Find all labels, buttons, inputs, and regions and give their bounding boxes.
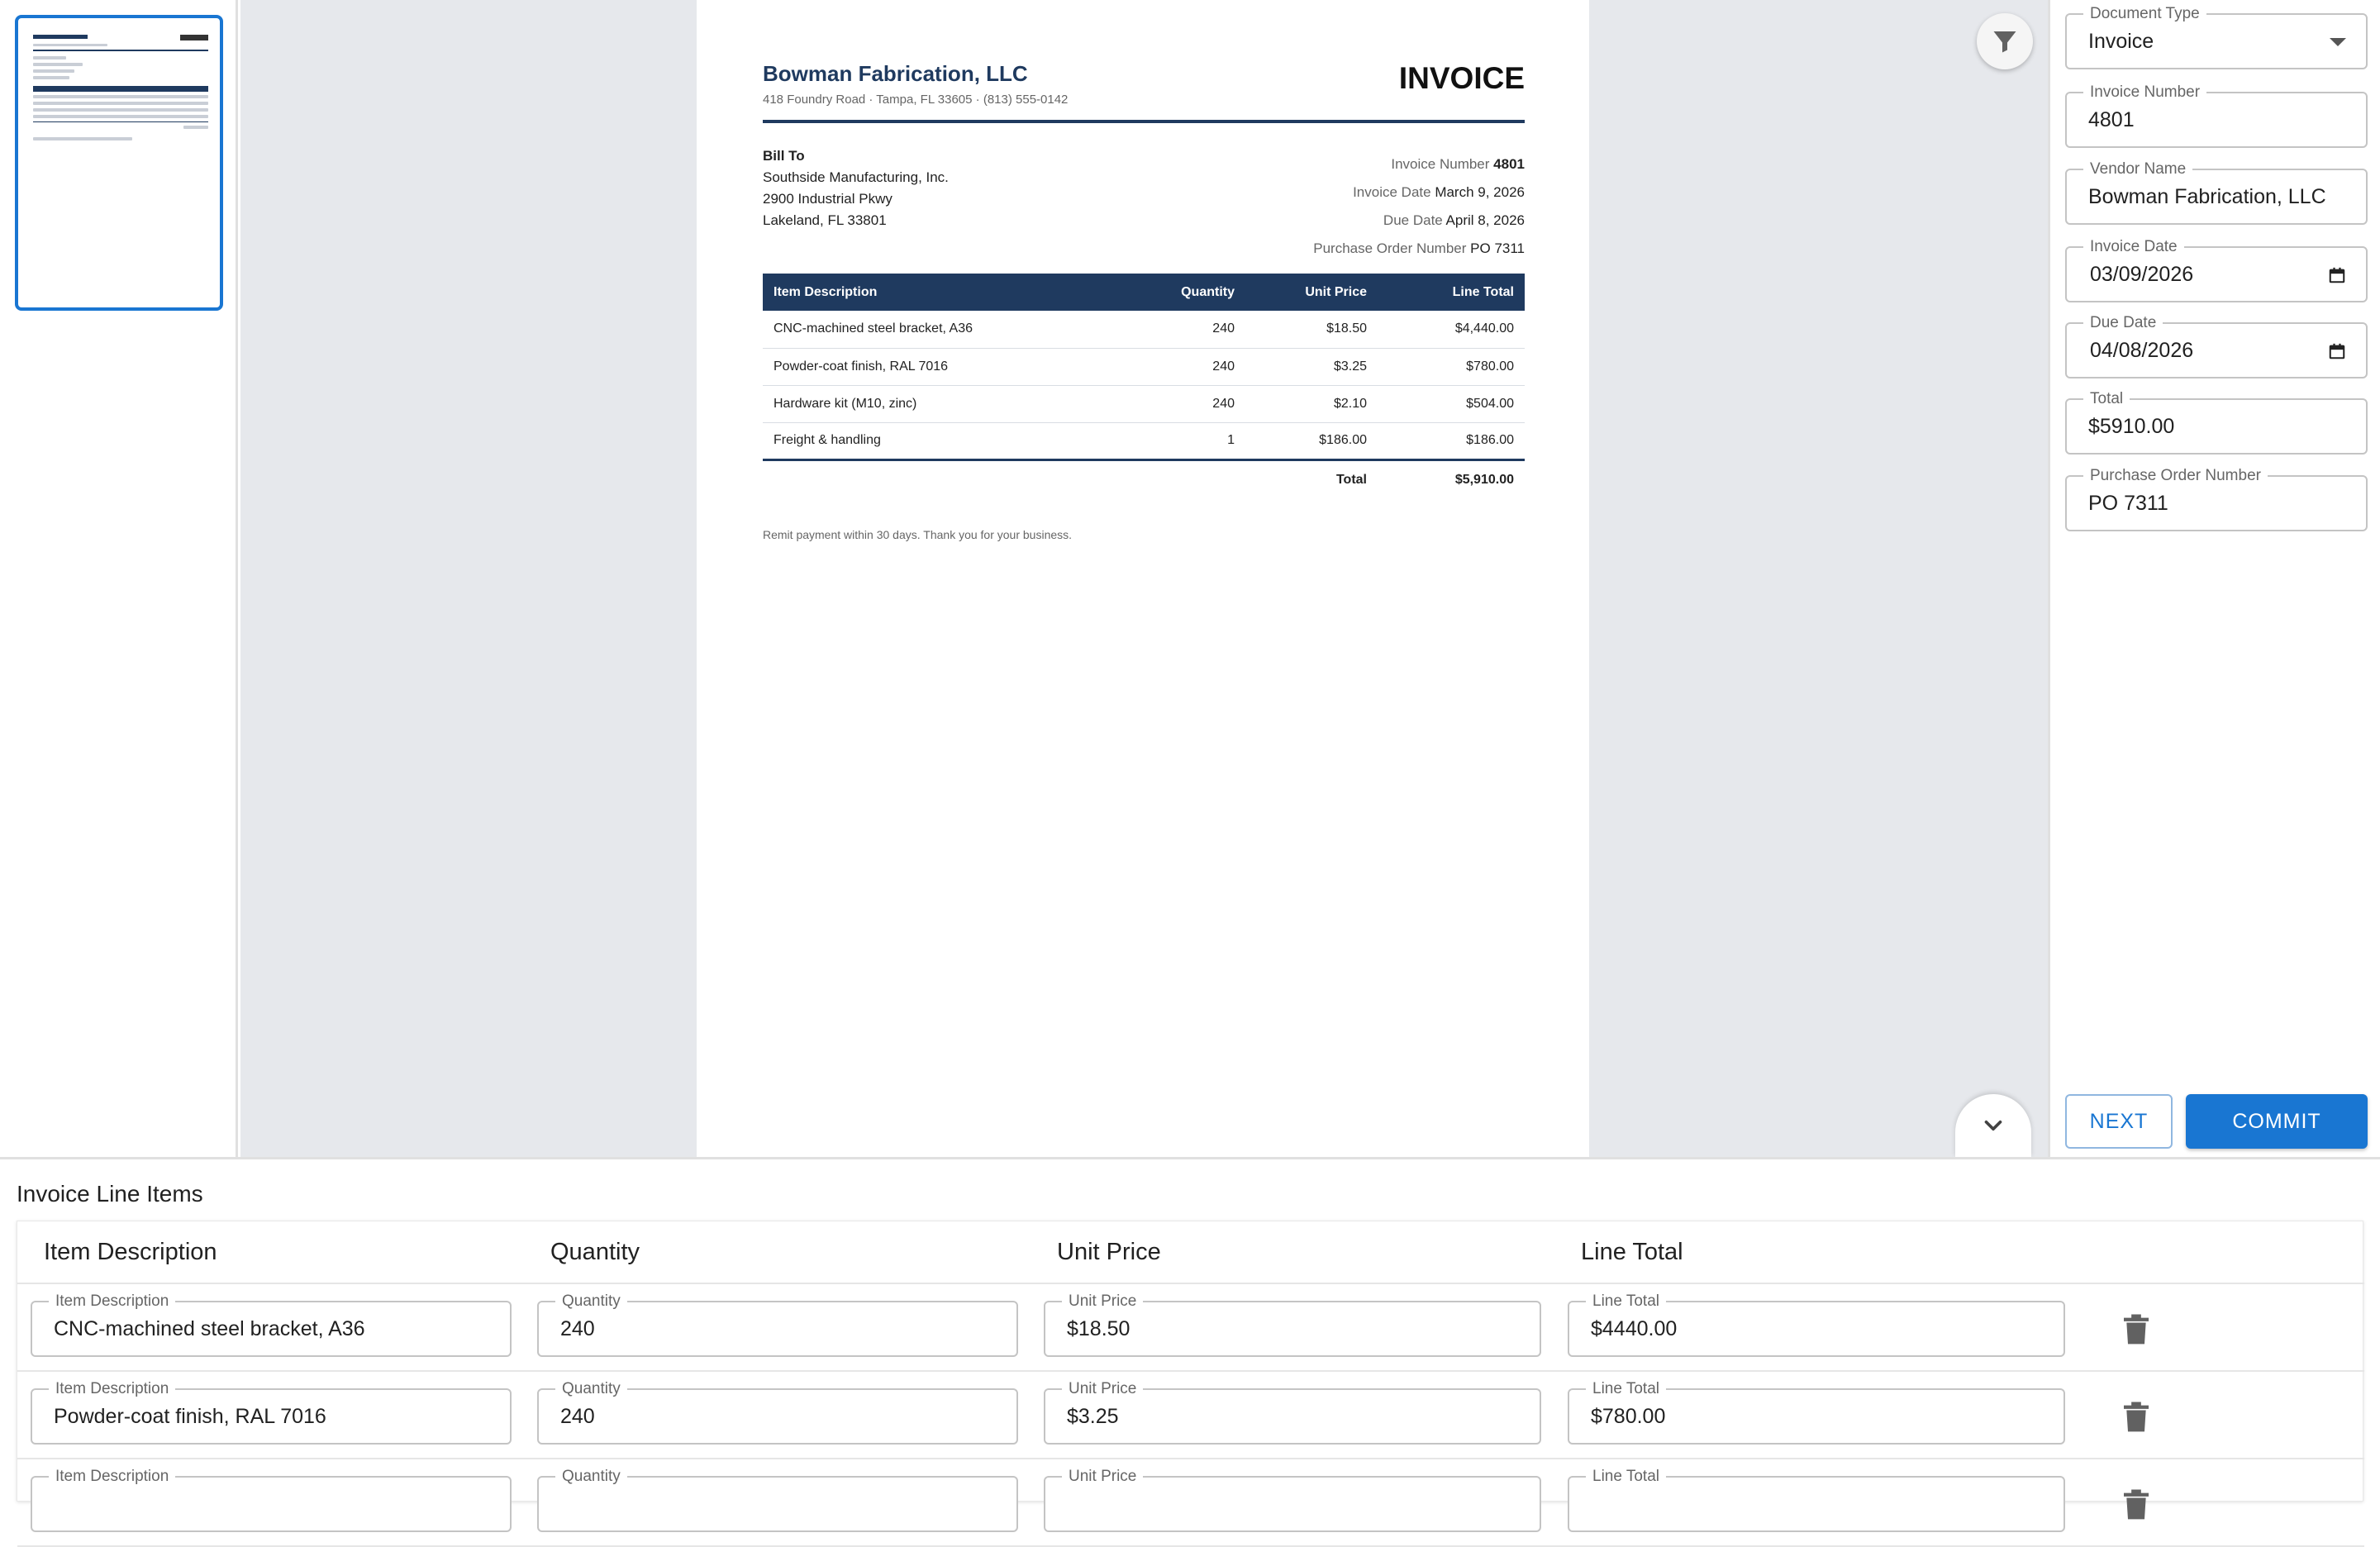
- li-line-total-field[interactable]: [1568, 1468, 2065, 1532]
- doc-table-row: [763, 348, 1525, 385]
- doc-cell-unit-price: $3.25: [1245, 348, 1378, 385]
- doc-footer-note: Remit payment within 30 days. Thank you for your business.: [763, 528, 1073, 541]
- doc-th-line-total: Line Total: [1378, 274, 1525, 311]
- doc-cell-line-total: $4,440.00: [1378, 311, 1525, 348]
- li-unit-price-field[interactable]: [1044, 1292, 1541, 1357]
- doc-title: INVOICE: [1398, 61, 1525, 95]
- doc-table-total-row: [763, 459, 1525, 499]
- li-description-input[interactable]: [54, 1390, 500, 1443]
- total-field[interactable]: [2065, 390, 2368, 455]
- doc-vendor-address: 418 Foundry Road · Tampa, FL 33605 · (813) 555-0142: [763, 93, 1069, 107]
- li-quantity-input[interactable]: [560, 1390, 1007, 1443]
- line-item-row: [17, 1372, 2364, 1459]
- doc-cell-unit-price: $2.10: [1245, 385, 1378, 422]
- doc-table-row: [763, 422, 1525, 459]
- doc-cell-quantity: 240: [1121, 311, 1245, 348]
- vendor-name-field[interactable]: [2065, 160, 2368, 225]
- doc-table-row: [763, 311, 1525, 348]
- li-line-total-label: Line Total: [1586, 1292, 1666, 1311]
- doc-cell-description: Powder-coat finish, RAL 7016: [763, 348, 1121, 385]
- li-description-field[interactable]: [31, 1380, 512, 1445]
- page-thumbnail-1[interactable]: [15, 15, 223, 311]
- invoice-date-field[interactable]: [2065, 238, 2368, 302]
- meta-invoice-number-value: 4801: [1493, 156, 1525, 172]
- trash-icon[interactable]: [2120, 1311, 2153, 1347]
- li-description-input[interactable]: [54, 1478, 500, 1530]
- due-date-label: Due Date: [2083, 314, 2163, 332]
- doc-bill-to: [763, 145, 949, 231]
- li-header-line-total: Line Total: [1581, 1239, 1683, 1265]
- doc-table-row: [763, 385, 1525, 422]
- li-description-label: Item Description: [49, 1468, 175, 1486]
- invoice-number-label: Invoice Number: [2083, 83, 2206, 102]
- doc-cell-line-total: $186.00: [1378, 422, 1525, 459]
- meta-invoice-date-label: Invoice Date: [1353, 184, 1431, 200]
- due-date-field[interactable]: [2065, 314, 2368, 378]
- doc-total-label: Total: [1335, 472, 1367, 487]
- bill-to-street: 2900 Industrial Pkwy: [763, 191, 892, 207]
- li-description-input[interactable]: [54, 1302, 500, 1355]
- li-description-label: Item Description: [49, 1292, 175, 1311]
- bill-to-name: Southside Manufacturing, Inc.: [763, 169, 949, 185]
- po-number-field[interactable]: [2065, 467, 2368, 531]
- document-type-label: Document Type: [2083, 5, 2206, 23]
- meta-invoice-number: [1313, 150, 1525, 178]
- filter-icon: [1990, 26, 2020, 56]
- li-header-unit-price: Unit Price: [1057, 1239, 1161, 1265]
- next-button[interactable]: NEXT: [2065, 1094, 2173, 1149]
- doc-th-description: Item Description: [763, 274, 1121, 311]
- thumbnail-preview: [33, 35, 208, 144]
- collapse-panel-button[interactable]: [1955, 1094, 2031, 1157]
- doc-total-value: $5,910.00: [1454, 472, 1514, 487]
- li-header-quantity: Quantity: [550, 1239, 640, 1265]
- li-unit-price-field[interactable]: [1044, 1468, 1541, 1532]
- li-quantity-label: Quantity: [555, 1468, 627, 1486]
- filter-button[interactable]: [1977, 13, 2033, 69]
- li-quantity-label: Quantity: [555, 1292, 627, 1311]
- meta-invoice-date-value: March 9, 2026: [1435, 184, 1525, 200]
- doc-th-quantity: Quantity: [1121, 274, 1245, 311]
- li-line-total-label: Line Total: [1586, 1468, 1666, 1486]
- doc-header-rule: [763, 120, 1525, 123]
- calendar-icon[interactable]: [2328, 342, 2346, 360]
- po-number-label: Purchase Order Number: [2083, 467, 2268, 485]
- due-date-value[interactable]: 04/08/2026: [2090, 339, 2194, 362]
- li-quantity-field[interactable]: [537, 1292, 1018, 1357]
- line-items-title: Invoice Line Items: [17, 1181, 203, 1207]
- invoice-page: [697, 0, 1589, 1157]
- meta-due-date-label: Due Date: [1383, 212, 1443, 228]
- page-thumbnail-sidebar: [0, 0, 238, 1157]
- doc-cell-description: Freight & handling: [763, 422, 1121, 459]
- meta-due-date: [1313, 207, 1525, 235]
- meta-po-label: Purchase Order Number: [1313, 240, 1467, 256]
- li-quantity-input[interactable]: [560, 1478, 1007, 1530]
- extraction-form: [2048, 0, 2380, 1157]
- invoice-date-value[interactable]: 03/09/2026: [2090, 263, 2194, 286]
- meta-due-date-value: April 8, 2026: [1445, 212, 1525, 228]
- doc-cell-line-total: $504.00: [1378, 385, 1525, 422]
- doc-cell-quantity: 1: [1121, 422, 1245, 459]
- invoice-number-input[interactable]: [2088, 93, 2336, 146]
- caret-down-icon: [2330, 38, 2346, 46]
- document-viewer[interactable]: [240, 0, 2048, 1157]
- li-quantity-label: Quantity: [555, 1380, 627, 1398]
- line-item-row: [17, 1284, 2364, 1372]
- po-number-input[interactable]: [2088, 477, 2336, 530]
- li-header-description: Item Description: [44, 1239, 217, 1265]
- doc-cell-quantity: 240: [1121, 348, 1245, 385]
- li-line-total-input[interactable]: [1591, 1390, 2054, 1443]
- li-line-total-field[interactable]: [1568, 1292, 2065, 1357]
- doc-line-items-table: [763, 274, 1525, 499]
- document-type-value: Invoice: [2088, 30, 2154, 53]
- doc-cell-unit-price: $18.50: [1245, 311, 1378, 348]
- calendar-icon[interactable]: [2328, 266, 2346, 284]
- doc-meta: [1313, 150, 1525, 263]
- vendor-name-label: Vendor Name: [2083, 160, 2192, 178]
- invoice-date-label: Invoice Date: [2083, 238, 2184, 256]
- meta-po-value: PO 7311: [1470, 240, 1525, 256]
- doc-cell-unit-price: $186.00: [1245, 422, 1378, 459]
- line-items-panel: [0, 1157, 2380, 1488]
- doc-vendor-name: Bowman Fabrication, LLC: [763, 61, 1028, 86]
- li-line-total-label: Line Total: [1586, 1380, 1666, 1398]
- line-items-table: [17, 1221, 2363, 1502]
- li-unit-price-label: Unit Price: [1062, 1292, 1143, 1311]
- chevron-down-icon: [1979, 1111, 2007, 1140]
- li-unit-price-field[interactable]: [1044, 1380, 1541, 1445]
- document-type-select[interactable]: [2065, 5, 2368, 69]
- li-quantity-field[interactable]: [537, 1380, 1018, 1445]
- doc-cell-description: CNC-machined steel bracket, A36: [763, 311, 1121, 348]
- total-label: Total: [2083, 390, 2130, 408]
- meta-invoice-number-label: Invoice Number: [1391, 156, 1490, 172]
- total-input[interactable]: [2088, 400, 2336, 453]
- doc-table-header: [763, 274, 1525, 311]
- li-unit-price-input[interactable]: [1067, 1478, 1530, 1530]
- line-item-row: [17, 1459, 2364, 1547]
- li-unit-price-label: Unit Price: [1062, 1468, 1143, 1486]
- trash-icon[interactable]: [2120, 1486, 2153, 1522]
- li-quantity-input[interactable]: [560, 1302, 1007, 1355]
- li-line-total-input[interactable]: [1591, 1302, 2054, 1355]
- vendor-name-input[interactable]: [2088, 170, 2336, 223]
- li-line-total-input[interactable]: [1591, 1478, 2054, 1530]
- li-line-total-field[interactable]: [1568, 1380, 2065, 1445]
- li-description-label: Item Description: [49, 1380, 175, 1398]
- li-unit-price-input[interactable]: [1067, 1390, 1530, 1443]
- li-description-field[interactable]: [31, 1468, 512, 1532]
- doc-cell-quantity: 240: [1121, 385, 1245, 422]
- invoice-number-field[interactable]: [2065, 83, 2368, 148]
- commit-button[interactable]: COMMIT: [2186, 1094, 2368, 1149]
- bill-to-label: Bill To: [763, 148, 805, 164]
- li-unit-price-label: Unit Price: [1062, 1380, 1143, 1398]
- li-quantity-field[interactable]: [537, 1468, 1018, 1532]
- bill-to-city: Lakeland, FL 33801: [763, 212, 887, 228]
- li-unit-price-input[interactable]: [1067, 1302, 1530, 1355]
- li-description-field[interactable]: [31, 1292, 512, 1357]
- doc-cell-line-total: $780.00: [1378, 348, 1525, 385]
- meta-po: [1313, 235, 1525, 263]
- doc-cell-description: Hardware kit (M10, zinc): [763, 385, 1121, 422]
- meta-invoice-date: [1313, 178, 1525, 207]
- trash-icon[interactable]: [2120, 1398, 2153, 1435]
- doc-th-unit-price: Unit Price: [1245, 274, 1378, 311]
